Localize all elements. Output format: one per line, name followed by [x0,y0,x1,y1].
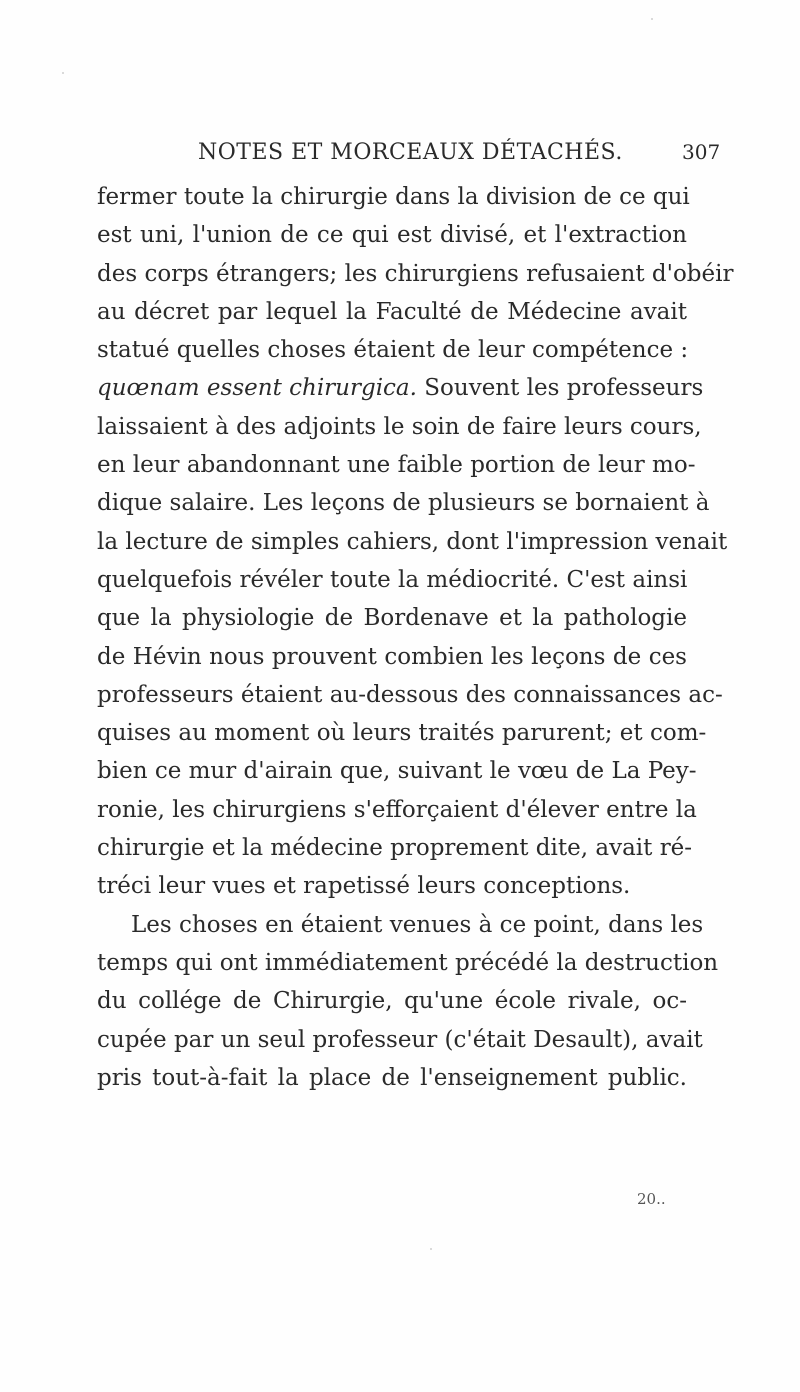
latin-phrase: quœnam essent chirurgica. [97,375,417,402]
text-line: statué quelles choses étaient de leur compétence : [97,337,689,364]
text-line: fermer toute la chirurgie dans la division de ce qui [97,184,690,210]
text-line: cupée par un seul professeur (c'était Desault), avait [97,1026,703,1053]
text-line: pris tout-à-fait la place de l'enseignement public. [97,1064,687,1091]
text-line: chirurgie et la médecine proprement dite, avait ré- [97,835,693,862]
body-text [97,178,734,1097]
text-line: temps qui ont immédiatement précédé la destruction [97,949,719,976]
text-line: ronie, les chirurgiens s'efforçaient d'élever entre la [97,796,697,823]
text-line: du collége de Chirurgie, qu'une école rivale, oc- [97,988,687,1015]
text-line: est uni, l'union de ce qui est divisé, et l'extraction [97,222,687,249]
running-header [0,140,800,170]
text-line: des corps étrangers; les chirurgiens refusaient d'obéir [97,260,734,287]
text-line: laissaient à des adjoints le soin de faire leurs cours, [97,413,702,440]
text-line-paragraph-end: tréci leur vues et rapetissé leurs conceptions. [97,873,631,900]
text-line: en leur abandonnant une faible portion de leur mo- [97,452,696,479]
page-number: 307 [682,140,721,164]
text-line: que la physiologie de Bordenave et la pathologie [97,605,687,632]
text-line-remainder: Souvent les professeurs [424,375,704,402]
text-line: la lecture de simples cahiers, dont l'impression venait [97,528,728,555]
text-line: au décret par lequel la Faculté de Médecine avait [97,298,687,325]
paper-speck [651,18,653,20]
text-line: de Hévin nous prouvent combien les leçons de ces [97,643,687,670]
text-line: quelquefois révéler toute la médiocrité. C'est ainsi [97,566,688,593]
text-line-paragraph-start: Les choses en étaient venues à ce point, dans les [131,911,704,938]
paper-speck [62,72,64,74]
text-line: bien ce mur d'airain que, suivant le vœu de La Pey- [97,758,697,785]
paper-speck [430,1248,432,1250]
text-line: quises au moment où leurs traités parurent; et com- [97,720,707,747]
signature-mark: 20.. [637,1190,666,1208]
text-line: professeurs étaient au-dessous des connaissances ac- [97,681,723,708]
text-line: dique salaire. Les leçons de plusieurs se bornaient à [97,490,710,517]
running-title: NOTES ET MORCEAUX DÉTACHÉS. [198,140,623,165]
text-line-with-italic [97,369,704,407]
